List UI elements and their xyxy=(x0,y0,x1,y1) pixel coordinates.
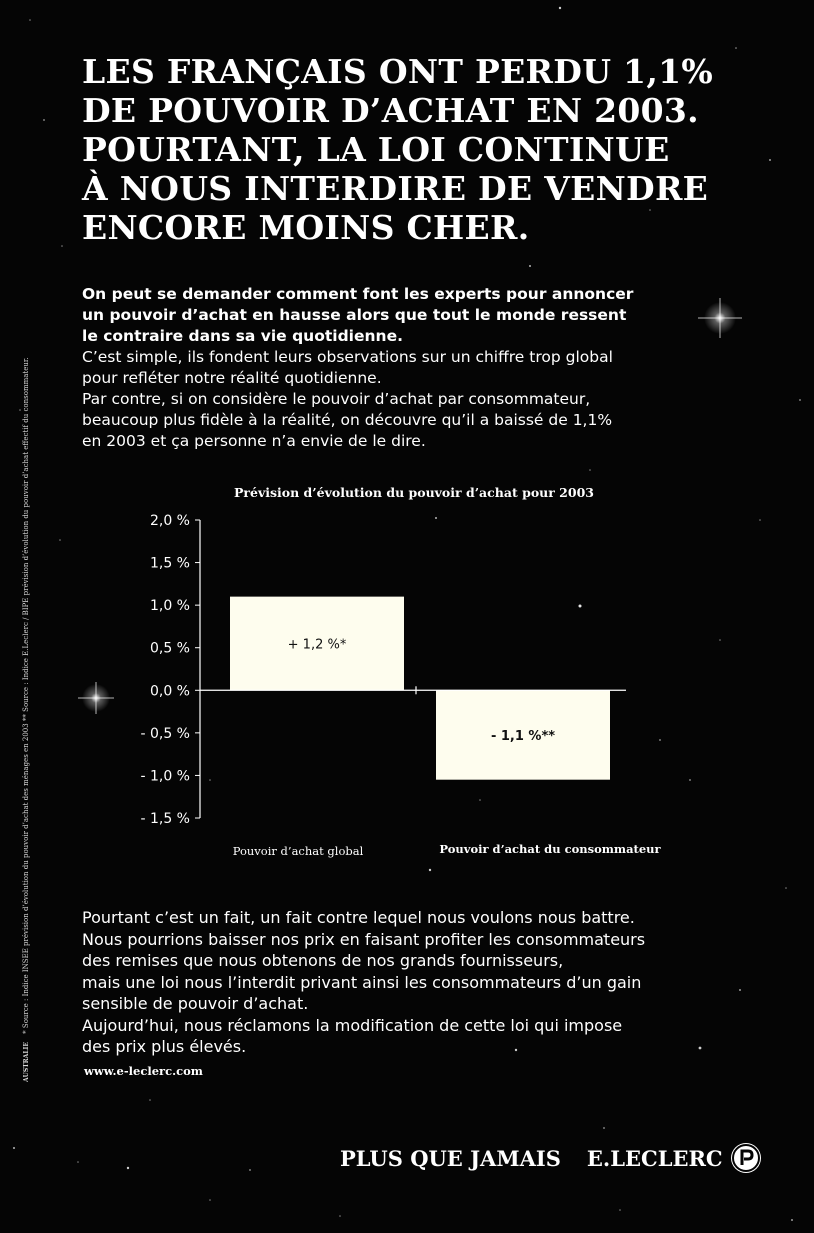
closing-line: des prix plus élevés. xyxy=(82,1037,247,1056)
source-footnote xyxy=(22,232,30,1082)
headline-line: À NOUS INTERDIRE DE VENDRE xyxy=(82,169,709,208)
headline-line: DE POUVOIR D’ACHAT EN 2003. xyxy=(82,91,699,130)
source-footnote-text: * Source : Indice INSEE prévision d’évolution du pouvoir d’achat des ménages en 2003 ** Source : Indice E.Leclerc / BIPE prévision d’évolution du pouvoir d’achat effectif du consommateur. xyxy=(22,357,30,1034)
y-tick-label: - 1,5 % xyxy=(140,811,190,827)
headline-line: ENCORE MOINS CHER. xyxy=(82,208,530,247)
intro-lead-line: le contraire dans sa vie quotidienne. xyxy=(82,327,403,345)
intro-line: C’est simple, ils fondent leurs observations sur un chiffre trop global xyxy=(82,348,613,366)
closing-line: des remises que nous obtenons de nos grands fournisseurs, xyxy=(82,951,564,970)
y-tick-label: 2,0 % xyxy=(149,513,190,529)
y-tick-label: - 0,5 % xyxy=(140,725,190,742)
closing-line: Nous pourrions baisser nos prix en faisant profiter les consommateurs xyxy=(82,929,646,949)
closing-line: sensible de pouvoir d’achat. xyxy=(82,994,309,1013)
data-label-consumer: - 1,1 %** xyxy=(490,728,556,744)
y-tick-label: 0,0 % xyxy=(149,683,190,700)
intro-line: Par contre, si on considère le pouvoir d’achat par consommateur, xyxy=(82,390,591,408)
website-link[interactable]: www.e-leclerc.com xyxy=(84,1064,203,1078)
y-tick-label: 1,5 % xyxy=(149,555,190,572)
category-label-global: Pouvoir d’achat global xyxy=(232,844,364,858)
category-label-consumer: Pouvoir d’achat du consommateur xyxy=(439,842,661,856)
closing-line: Aujourd’hui, nous réclamons la modification de cette loi qui impose xyxy=(82,1015,623,1035)
headline xyxy=(82,52,762,247)
y-tick-label: - 1,0 % xyxy=(140,768,190,785)
intro-text xyxy=(82,284,722,452)
intro-line: beaucoup plus fidèle à la réalité, on découvre qu’il a baissé de 1,1% xyxy=(82,411,613,429)
intro-line: pour refléter notre réalité quotidienne. xyxy=(82,369,382,387)
y-tick-label: 0,5 % xyxy=(149,640,190,657)
footer-brand: E.LECLERC xyxy=(586,1145,723,1171)
y-axis-ticks xyxy=(140,513,200,827)
chart-title: Prévision d’évolution du pouvoir d’achat pour 2003 xyxy=(234,485,594,500)
closing-line: Pourtant c’est un fait, un fait contre lequel nous voulons nous battre. xyxy=(82,908,635,927)
intro-lead-line: un pouvoir d’achat en hausse alors que tout le monde ressent xyxy=(82,306,627,324)
y-tick-label: 1,0 % xyxy=(149,598,190,615)
closing-text xyxy=(82,907,742,1058)
agency-credit: AUSTRALIE xyxy=(23,1042,30,1082)
purchasing-power-chart xyxy=(130,480,690,865)
headline-line: POURTANT, LA LOI CONTINUE xyxy=(82,130,670,169)
headline-line: LES FRANÇAIS ONT PERDU 1,1% xyxy=(82,52,714,91)
closing-line: mais une loi nous l’interdit privant ainsi les consommateurs d’un gain xyxy=(82,972,642,992)
intro-lead xyxy=(82,284,722,347)
intro-lead-line: On peut se demander comment font les experts pour annoncer xyxy=(82,285,634,303)
chart-bars xyxy=(230,597,610,780)
footer-slogan: PLUS QUE JAMAIS xyxy=(340,1145,561,1171)
leclerc-logo-icon xyxy=(731,1143,761,1173)
data-label-global: + 1,2 %* xyxy=(287,637,347,653)
intro-line: en 2003 et ça personne n’a envie de le dire. xyxy=(82,432,426,450)
footer-signature xyxy=(340,1140,761,1176)
bright-star-left xyxy=(78,682,114,714)
